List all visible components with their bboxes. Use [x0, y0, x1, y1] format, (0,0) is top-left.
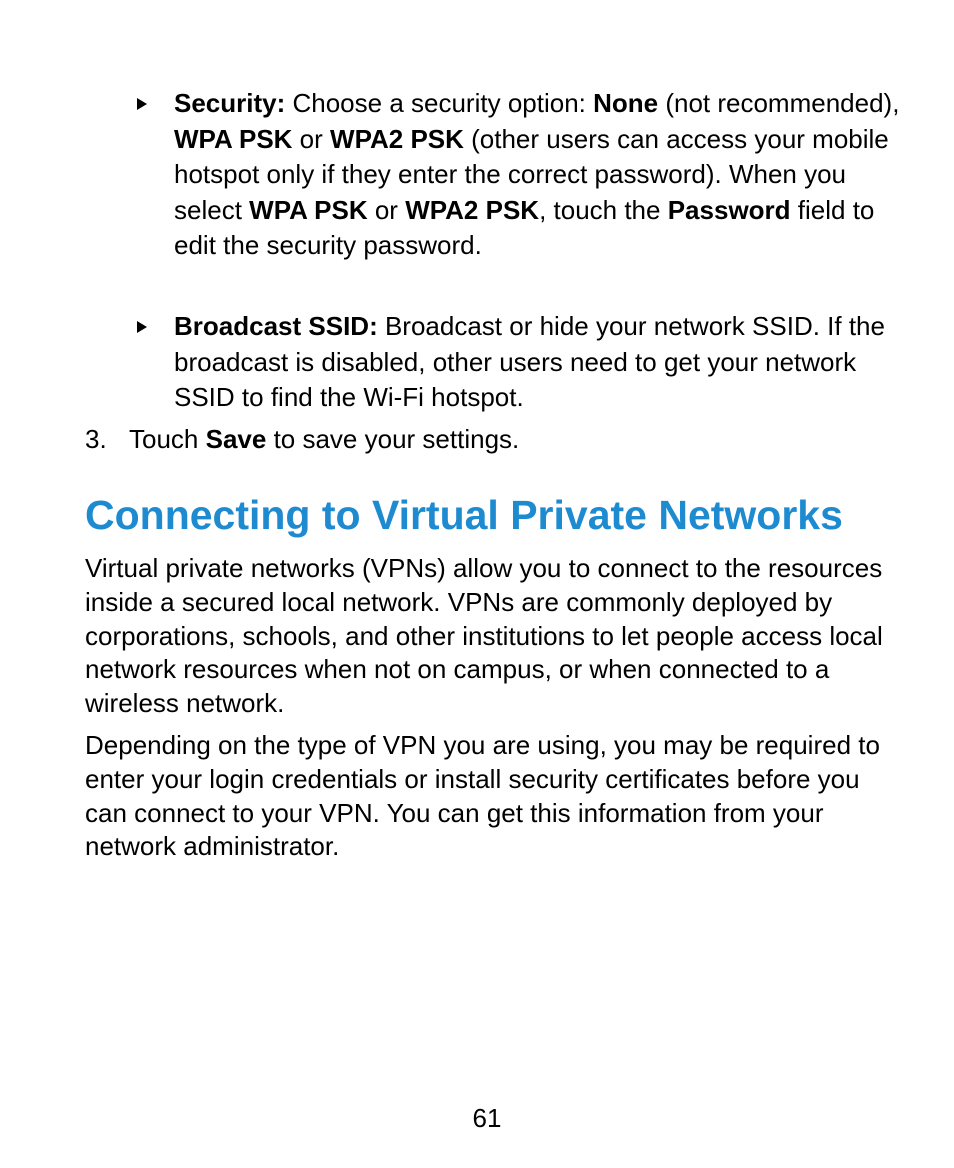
- bullet-broadcast-ssid-text: [174, 309, 904, 416]
- text-run: (other users can access your mobile hotspot only if they enter the correct password). When you select: [174, 123, 889, 225]
- page-number: 61: [472, 1103, 502, 1133]
- step-number: 3.: [85, 424, 107, 454]
- step-3: [85, 422, 905, 457]
- text-run: or: [367, 194, 406, 225]
- bullet-security-text: [174, 86, 904, 264]
- bold-term: WPA PSK: [249, 194, 368, 225]
- text-run: field to edit the security password.: [174, 194, 875, 260]
- text-run: , touch the: [539, 194, 668, 225]
- paragraph-vpn-intro: Virtual private networks (VPNs) allow you to connect to the resources inside a secured local network. VPNs are commonly deployed by corporations, schools, and other institutions to let people access local network resources when not on campus, or when connected to a wireless network.: [85, 553, 883, 719]
- bold-term: WPA PSK: [174, 123, 293, 154]
- bold-term: Security:: [174, 88, 286, 118]
- bold-term: Password: [667, 194, 791, 225]
- text-run: Choose a security option:: [285, 88, 594, 118]
- text-run: Broadcast or hide your network SSID. If the broadcast is disabled, other users need to get your network SSID to find the Wi-Fi hotspot.: [174, 311, 885, 412]
- paragraph-vpn-requirements: Depending on the type of VPN you are using, you may be required to enter your login credentials or install security certificates before you can connect to your VPN. You can get this information from your network administrator.: [85, 730, 880, 862]
- bold-term: Broadcast SSID:: [174, 311, 378, 341]
- section-heading: Connecting to Virtual Private Networks: [85, 492, 843, 538]
- text-run: Touch: [129, 424, 206, 454]
- bold-term: None: [593, 88, 659, 118]
- triangle-right-icon: [137, 321, 147, 333]
- text-run: to save your settings.: [266, 424, 520, 454]
- bold-term: WPA2 PSK: [405, 194, 540, 225]
- bold-term: Save: [205, 424, 267, 454]
- text-run: (not recommended),: [658, 88, 900, 118]
- bold-term: WPA2 PSK: [330, 123, 464, 154]
- text-run: or: [292, 123, 331, 154]
- step-text: [129, 424, 519, 454]
- triangle-right-icon: [137, 98, 147, 110]
